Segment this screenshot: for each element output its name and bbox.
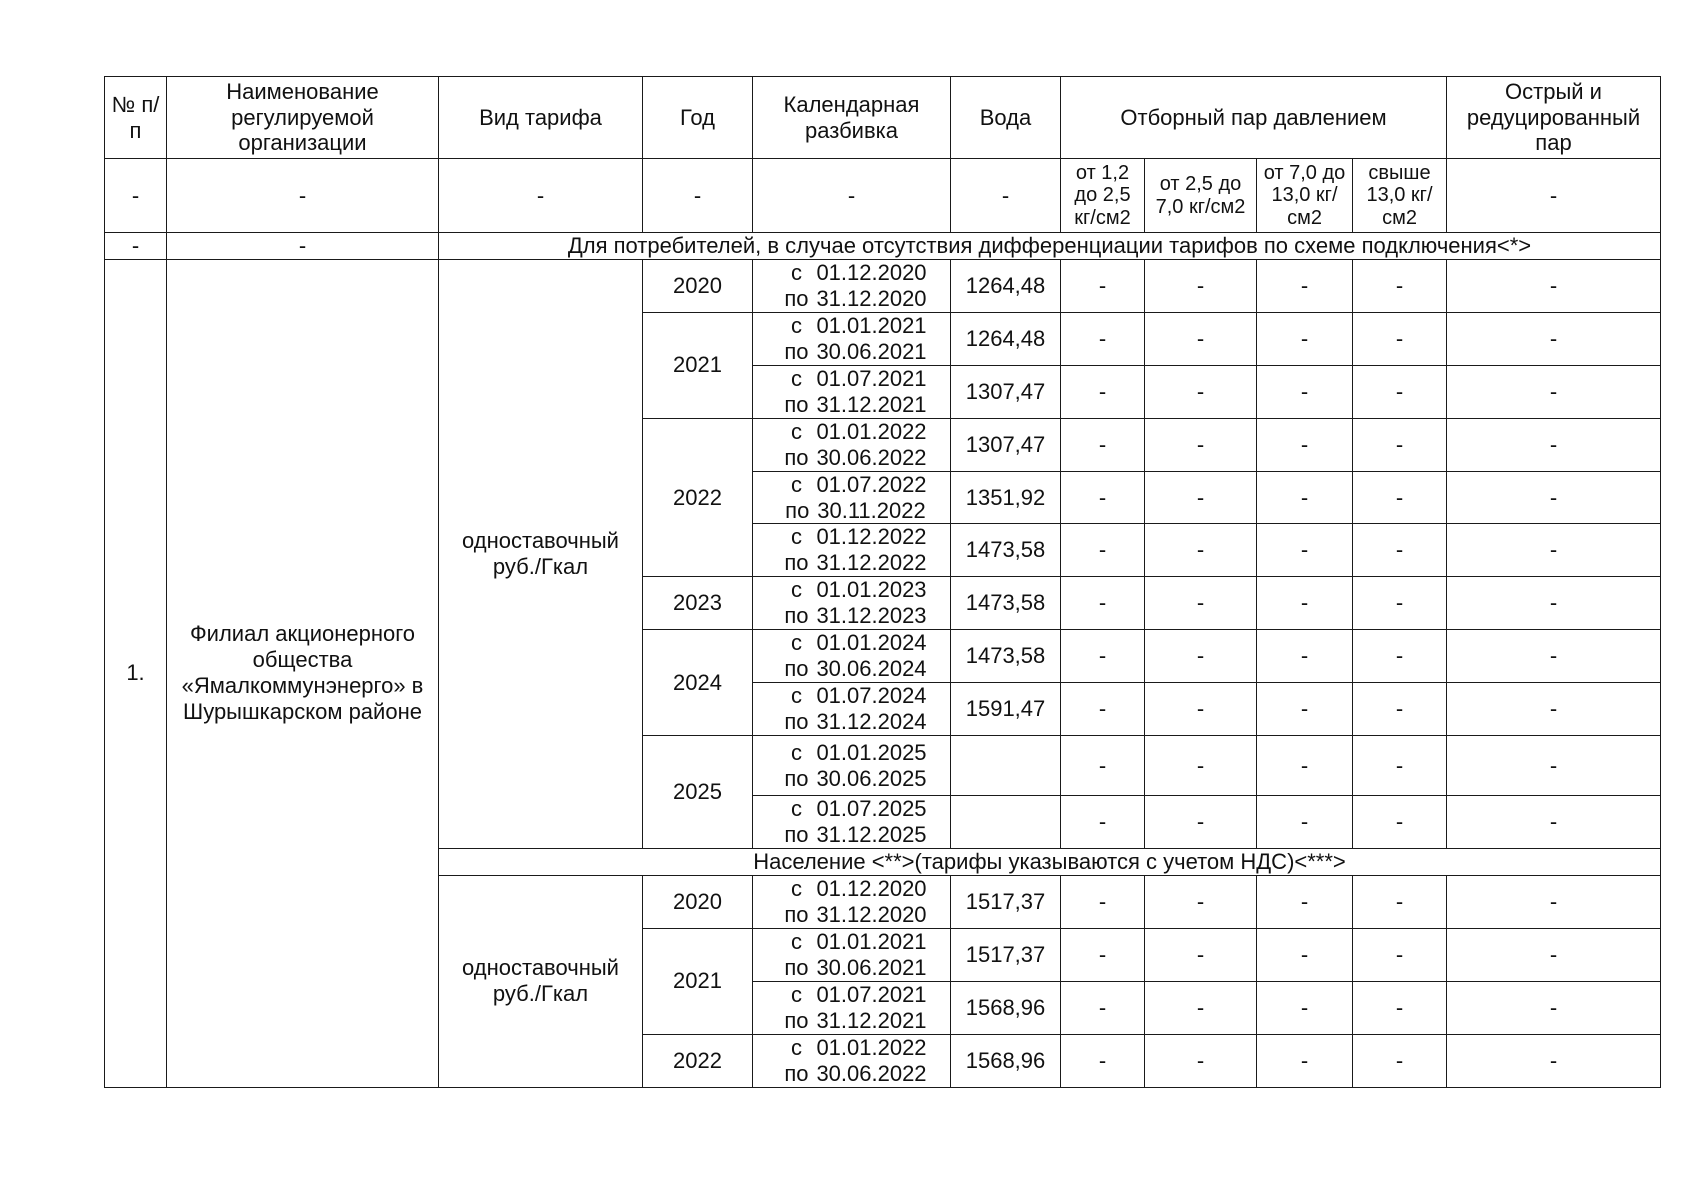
period-start (755, 366, 948, 392)
subheader-dash: - (951, 159, 1061, 233)
empty-value: - (1257, 312, 1353, 365)
period-to-date: 31.12.2024 (816, 709, 927, 735)
empty-value: - (1353, 981, 1447, 1034)
period-from-date: 01.01.2022 (816, 418, 927, 444)
period-start (755, 796, 948, 822)
subheader-pressure-3: от 7,0 до 13,0 кг/см2 (1257, 159, 1353, 233)
subheader-dash: - (1447, 159, 1661, 233)
header-row (105, 77, 1661, 159)
calendar-period (753, 630, 951, 683)
empty-value: - (1145, 365, 1257, 418)
empty-value: - (1257, 471, 1353, 524)
empty-value: - (1145, 928, 1257, 981)
empty-value: - (1145, 418, 1257, 471)
calendar-period (753, 928, 951, 981)
period-to-date: 30.06.2021 (816, 954, 927, 980)
period-start (755, 929, 948, 955)
empty-value: - (1061, 577, 1145, 630)
subheader-dash: - (753, 159, 951, 233)
empty-value: - (1353, 471, 1447, 524)
water-tariff: 1307,47 (951, 365, 1061, 418)
period-end (755, 902, 948, 928)
period-from-date: 01.01.2022 (816, 1034, 927, 1060)
period-to-date: 31.12.2021 (816, 1007, 927, 1033)
period-start (755, 577, 948, 603)
header-water: Вода (951, 77, 1061, 159)
period-to-label: по (784, 901, 809, 927)
empty-value: - (1353, 736, 1447, 796)
section-dash: - (105, 233, 167, 260)
empty-value: - (1353, 875, 1447, 928)
period-from-label: с (790, 259, 802, 285)
empty-value: - (1061, 683, 1145, 736)
period-start (755, 876, 948, 902)
empty-value: - (1257, 683, 1353, 736)
period-end (755, 286, 948, 312)
period-from-date: 01.01.2024 (816, 630, 927, 656)
subheader-pressure-4: свыше 13,0 кг/см2 (1353, 159, 1447, 233)
period-to-date: 31.12.2020 (816, 285, 927, 311)
period-from-date: 01.07.2021 (816, 981, 927, 1007)
period-from-date: 01.07.2022 (816, 471, 927, 497)
calendar-period (753, 577, 951, 630)
year-cell: 2021 (643, 928, 753, 1034)
empty-value: - (1145, 875, 1257, 928)
org-number: 1. (105, 259, 167, 1087)
period-from-date: 01.07.2021 (816, 365, 927, 391)
period-start (755, 630, 948, 656)
empty-value: - (1145, 981, 1257, 1034)
empty-value: - (1353, 1034, 1447, 1087)
period-from-label: с (790, 683, 802, 709)
period-end (755, 339, 948, 365)
empty-value: - (1145, 259, 1257, 312)
period-from-label: с (790, 875, 802, 901)
empty-value: - (1447, 471, 1661, 524)
empty-value: - (1257, 577, 1353, 630)
period-from-label: с (790, 739, 802, 765)
period-end (755, 392, 948, 418)
empty-value: - (1257, 928, 1353, 981)
period-from-label: с (790, 312, 802, 338)
header-org: Наименование регулируемой организации (167, 77, 439, 159)
empty-value: - (1353, 524, 1447, 577)
empty-value: - (1353, 577, 1447, 630)
tariff-table (104, 76, 1661, 1088)
period-to-label: по (784, 709, 809, 735)
period-from-label: с (790, 577, 802, 603)
period-to-date: 31.12.2025 (816, 822, 927, 848)
period-end (755, 1008, 948, 1034)
period-from-label: с (790, 981, 802, 1007)
period-to-label: по (784, 391, 809, 417)
empty-value: - (1353, 365, 1447, 418)
tariff-type: одноставочный руб./Гкал (439, 875, 643, 1087)
year-cell: 2021 (643, 312, 753, 418)
tariff-row (105, 259, 1661, 312)
header-year: Год (643, 77, 753, 159)
period-to-label: по (784, 765, 809, 791)
subheader-dash: - (439, 159, 643, 233)
period-to-label: по (784, 285, 809, 311)
period-end (755, 550, 948, 576)
subheader-pressure-1: от 1,2 до 2,5 кг/см2 (1061, 159, 1145, 233)
header-num: № п/п (105, 77, 167, 159)
water-tariff: 1591,47 (951, 683, 1061, 736)
org-name: Филиал акционерного общества «Ямалкоммунэнерго» в Шурышкарском районе (167, 259, 439, 1087)
period-end (755, 1061, 948, 1087)
water-tariff: 1568,96 (951, 981, 1061, 1034)
calendar-period (753, 875, 951, 928)
year-cell: 2020 (643, 875, 753, 928)
period-from-label: с (790, 630, 802, 656)
period-to-date: 30.11.2022 (817, 497, 926, 523)
empty-value: - (1353, 796, 1447, 849)
year-cell: 2020 (643, 259, 753, 312)
period-from-label: с (790, 1034, 802, 1060)
empty-value: - (1257, 259, 1353, 312)
calendar-period (753, 418, 951, 471)
period-to-date: 31.12.2023 (816, 603, 927, 629)
empty-value: - (1257, 365, 1353, 418)
empty-value: - (1447, 630, 1661, 683)
empty-value: - (1257, 875, 1353, 928)
empty-value: - (1145, 736, 1257, 796)
subheader-row (105, 159, 1661, 233)
empty-value: - (1447, 928, 1661, 981)
period-from-date: 01.12.2020 (816, 875, 927, 901)
water-tariff: 1264,48 (951, 259, 1061, 312)
period-end (755, 603, 948, 629)
water-tariff: 1473,58 (951, 630, 1061, 683)
empty-value: - (1061, 365, 1145, 418)
calendar-period (753, 312, 951, 365)
period-to-label: по (784, 1060, 809, 1086)
water-tariff: 1264,48 (951, 312, 1061, 365)
calendar-period (753, 365, 951, 418)
section-title-population: Население <**>(тарифы указываются с учетом НДС)<***> (439, 849, 1661, 876)
calendar-period (753, 736, 951, 796)
water-tariff: 1307,47 (951, 418, 1061, 471)
empty-value: - (1061, 875, 1145, 928)
period-to-label: по (784, 550, 809, 576)
period-from-date: 01.01.2025 (816, 739, 927, 765)
tariff-type: одноставочный руб./Гкал (439, 259, 643, 848)
period-start (755, 740, 948, 766)
period-start (755, 260, 948, 286)
period-start (755, 419, 948, 445)
empty-value: - (1257, 736, 1353, 796)
period-start (755, 982, 948, 1008)
period-from-date: 01.01.2023 (816, 577, 927, 603)
empty-value: - (1257, 981, 1353, 1034)
subheader-dash: - (105, 159, 167, 233)
empty-value: - (1257, 630, 1353, 683)
empty-value: - (1145, 312, 1257, 365)
period-start (755, 472, 948, 498)
header-steam: Отборный пар давлением (1061, 77, 1447, 159)
period-end (755, 955, 948, 981)
empty-value: - (1447, 577, 1661, 630)
period-to-date: 30.06.2021 (816, 338, 927, 364)
period-end (755, 656, 948, 682)
water-tariff (951, 736, 1061, 796)
year-cell: 2022 (643, 418, 753, 577)
empty-value: - (1061, 524, 1145, 577)
section-title-consumers: Для потребителей, в случае отсутствия дифференциации тарифов по схеме подключения<*> (439, 233, 1661, 260)
period-from-label: с (790, 471, 802, 497)
period-to-label: по (784, 822, 809, 848)
period-from-label: с (790, 365, 802, 391)
empty-value: - (1061, 796, 1145, 849)
empty-value: - (1145, 630, 1257, 683)
empty-value: - (1353, 418, 1447, 471)
calendar-period (753, 259, 951, 312)
period-to-date: 30.06.2022 (816, 444, 927, 470)
period-start (755, 1035, 948, 1061)
period-to-date: 30.06.2024 (816, 656, 927, 682)
year-cell: 2022 (643, 1034, 753, 1087)
header-sharp-steam: Острый и редуцированный пар (1447, 77, 1661, 159)
period-start (755, 683, 948, 709)
empty-value: - (1061, 928, 1145, 981)
empty-value: - (1447, 796, 1661, 849)
empty-value: - (1145, 796, 1257, 849)
period-to-date: 30.06.2022 (816, 1060, 927, 1086)
period-to-label: по (784, 1007, 809, 1033)
period-to-label: по (784, 603, 809, 629)
empty-value: - (1257, 796, 1353, 849)
empty-value: - (1447, 259, 1661, 312)
year-cell: 2024 (643, 630, 753, 736)
empty-value: - (1353, 259, 1447, 312)
empty-value: - (1257, 524, 1353, 577)
empty-value: - (1447, 312, 1661, 365)
period-from-date: 01.01.2021 (816, 928, 927, 954)
period-from-label: с (790, 418, 802, 444)
water-tariff (951, 796, 1061, 849)
period-from-label: с (790, 928, 802, 954)
empty-value: - (1447, 1034, 1661, 1087)
period-to-label: по (784, 444, 809, 470)
empty-value: - (1447, 875, 1661, 928)
period-to-date: 31.12.2021 (816, 391, 927, 417)
water-tariff: 1568,96 (951, 1034, 1061, 1087)
empty-value: - (1061, 471, 1145, 524)
empty-value: - (1447, 736, 1661, 796)
water-tariff: 1473,58 (951, 577, 1061, 630)
water-tariff: 1517,37 (951, 875, 1061, 928)
empty-value: - (1257, 1034, 1353, 1087)
period-from-label: с (790, 796, 802, 822)
period-end (755, 445, 948, 471)
period-end (755, 822, 948, 848)
period-end (755, 709, 948, 735)
empty-value: - (1061, 312, 1145, 365)
subheader-dash: - (643, 159, 753, 233)
calendar-period (753, 683, 951, 736)
calendar-period (753, 981, 951, 1034)
period-to-date: 30.06.2025 (816, 765, 927, 791)
calendar-period (753, 524, 951, 577)
period-to-date: 31.12.2022 (816, 550, 927, 576)
water-tariff: 1473,58 (951, 524, 1061, 577)
period-start (755, 524, 948, 550)
period-from-date: 01.07.2024 (816, 683, 927, 709)
period-from-label: с (790, 524, 802, 550)
calendar-period (753, 796, 951, 849)
year-cell: 2023 (643, 577, 753, 630)
period-to-label: по (784, 338, 809, 364)
empty-value: - (1145, 471, 1257, 524)
empty-value: - (1145, 683, 1257, 736)
header-tariff-type: Вид тарифа (439, 77, 643, 159)
empty-value: - (1061, 736, 1145, 796)
empty-value: - (1353, 683, 1447, 736)
period-to-label: по (784, 954, 809, 980)
empty-value: - (1353, 312, 1447, 365)
period-from-date: 01.12.2022 (816, 524, 927, 550)
period-from-date: 01.07.2025 (816, 796, 927, 822)
period-to-label: по (784, 656, 809, 682)
water-tariff: 1517,37 (951, 928, 1061, 981)
empty-value: - (1257, 418, 1353, 471)
empty-value: - (1447, 524, 1661, 577)
empty-value: - (1145, 524, 1257, 577)
period-end (755, 498, 948, 524)
subheader-dash: - (167, 159, 439, 233)
empty-value: - (1061, 630, 1145, 683)
period-from-date: 01.01.2021 (816, 312, 927, 338)
year-cell: 2025 (643, 736, 753, 849)
empty-value: - (1447, 365, 1661, 418)
empty-value: - (1447, 683, 1661, 736)
section-row (105, 233, 1661, 260)
water-tariff: 1351,92 (951, 471, 1061, 524)
empty-value: - (1353, 630, 1447, 683)
section-dash: - (167, 233, 439, 260)
empty-value: - (1061, 981, 1145, 1034)
empty-value: - (1353, 928, 1447, 981)
period-from-date: 01.12.2020 (816, 259, 927, 285)
period-to-date: 31.12.2020 (816, 901, 927, 927)
subheader-pressure-2: от 2,5 до 7,0 кг/см2 (1145, 159, 1257, 233)
empty-value: - (1447, 418, 1661, 471)
empty-value: - (1061, 259, 1145, 312)
empty-value: - (1447, 981, 1661, 1034)
empty-value: - (1061, 418, 1145, 471)
empty-value: - (1061, 1034, 1145, 1087)
empty-value: - (1145, 1034, 1257, 1087)
period-to-label: по (785, 497, 810, 523)
empty-value: - (1145, 577, 1257, 630)
period-start (755, 313, 948, 339)
calendar-period (753, 1034, 951, 1087)
calendar-period (753, 471, 951, 524)
header-calendar: Календарная разбивка (753, 77, 951, 159)
period-end (755, 766, 948, 792)
